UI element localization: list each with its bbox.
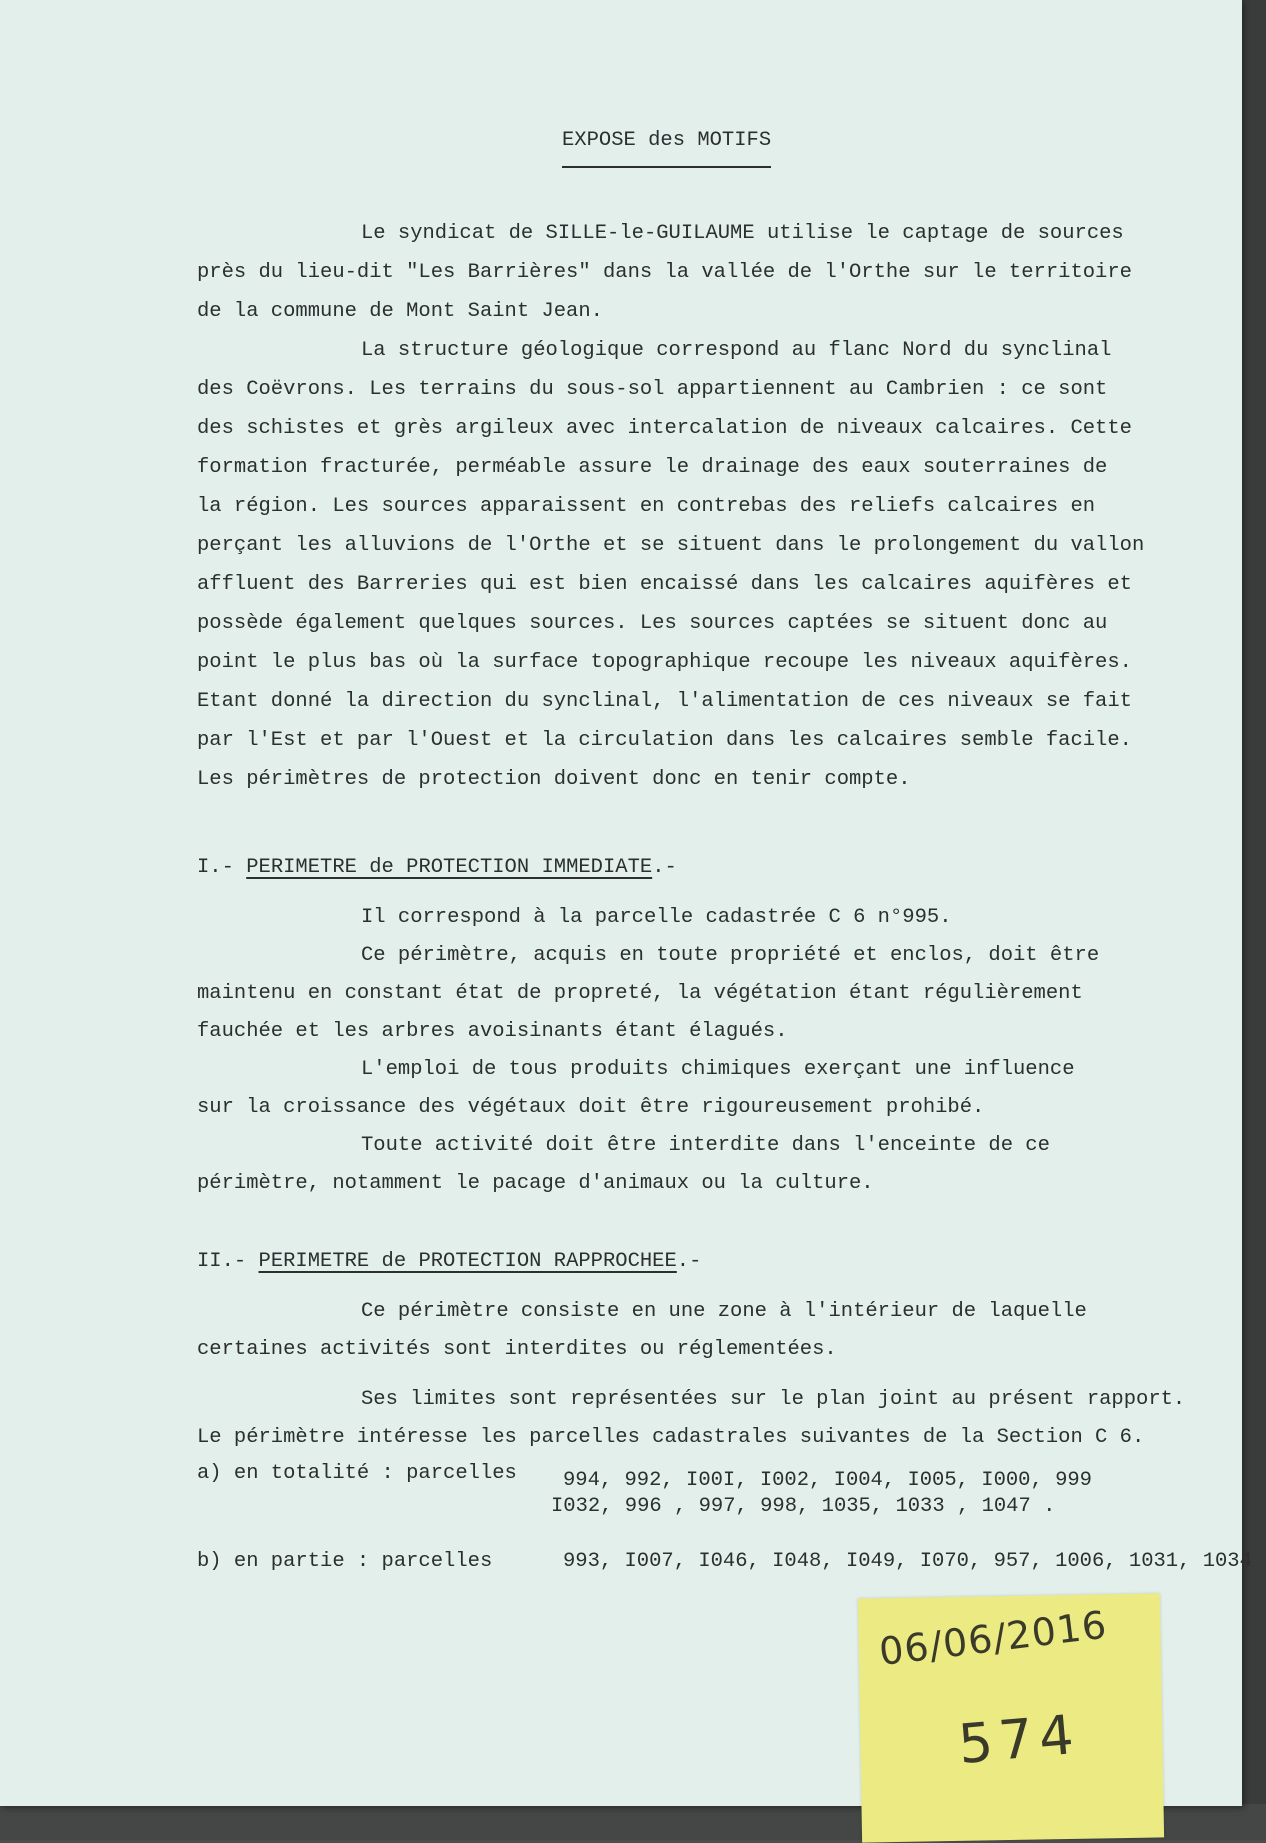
intro-line: près du lieu-dit "Les Barrières" dans la vallée de l'Orthe sur le territoire xyxy=(197,261,1132,284)
section1-line: Ce périmètre, acquis en toute propriété et enclos, doit être xyxy=(361,944,1100,967)
section2-line: Le périmètre intéresse les parcelles cadastrales suivantes de la Section C 6. xyxy=(197,1426,1145,1449)
list-a-label: a) en totalité : parcelles xyxy=(197,1462,517,1485)
intro-line: formation fracturée, perméable assure le drainage des eaux souterraines de xyxy=(197,456,1108,479)
section1-line: sur la croissance des végétaux doit être rigoureusement prohibé. xyxy=(197,1096,985,1119)
list-b-values: 993, I007, I046, I048, I049, I070, 957, 1006, 1031, 1034 xyxy=(563,1550,1252,1573)
sticky-note-number: 574 xyxy=(955,1702,1082,1777)
intro-line: perçant les alluvions de l'Orthe et se situent dans le prolongement du vallon xyxy=(197,534,1145,557)
sticky-note-date: 06/06/2016 xyxy=(876,1602,1110,1675)
section2-line: Ce périmètre consiste en une zone à l'intérieur de laquelle xyxy=(361,1300,1087,1323)
section1-line: Toute activité doit être interdite dans l'enceinte de ce xyxy=(361,1134,1050,1157)
list-a-values-line2: I032, 996 , 997, 998, 1035, 1033 , 1047 . xyxy=(551,1495,1056,1518)
intro-line: Les périmètres de protection doivent donc en tenir compte. xyxy=(197,768,911,791)
section1-line: fauchée et les arbres avoisinants étant élagués. xyxy=(197,1020,788,1043)
intro-line: de la commune de Mont Saint Jean. xyxy=(197,300,603,323)
section1-line: maintenu en constant état de propreté, la végétation étant régulièrement xyxy=(197,982,1083,1005)
section2-suffix: .- xyxy=(676,1250,702,1273)
intro-line: par l'Est et par l'Ouest et la circulation dans les calcaires semble facile. xyxy=(197,729,1132,752)
section1-title: PERIMETRE de PROTECTION IMMEDIATE xyxy=(246,856,653,879)
document-title: EXPOSE des MOTIFS xyxy=(562,126,771,168)
section2-heading xyxy=(197,1242,701,1281)
section2-line: certaines activités sont interdites ou réglementées. xyxy=(197,1338,837,1361)
section1-suffix: .- xyxy=(652,856,677,879)
sticky-note xyxy=(858,1593,1164,1842)
section1-line: L'emploi de tous produits chimiques exerçant une influence xyxy=(361,1058,1075,1081)
section1-line: Il correspond à la parcelle cadastrée C 6 n°995. xyxy=(361,906,952,929)
intro-line: La structure géologique correspond au flanc Nord du synclinal xyxy=(361,339,1112,362)
list-b-label: b) en partie : parcelles xyxy=(197,1550,493,1573)
intro-line: des schistes et grès argileux avec intercalation de niveaux calcaires. Cette xyxy=(197,417,1132,440)
intro-line: Etant donné la direction du synclinal, l'alimentation de ces niveaux se fait xyxy=(197,690,1132,713)
section2-line: Ses limites sont représentées sur le plan joint au présent rapport. xyxy=(361,1388,1186,1411)
intro-line: possède également quelques sources. Les sources captées se situent donc au xyxy=(197,612,1108,635)
intro-line: point le plus bas où la surface topographique recoupe les niveaux aquifères. xyxy=(197,651,1132,674)
intro-line: la région. Les sources apparaissent en contrebas des reliefs calcaires en xyxy=(197,495,1096,518)
intro-line: des Coëvrons. Les terrains du sous-sol appartiennent au Cambrien : ce sont xyxy=(197,378,1108,401)
section2-number: II.- xyxy=(197,1250,259,1273)
intro-line: affluent des Barreries qui est bien encaissé dans les calcaires aquifères et xyxy=(197,573,1132,596)
list-a-values-line1: 994, 992, I00I, I002, I004, I005, I000, 999 xyxy=(563,1469,1092,1492)
section1-heading xyxy=(197,848,677,887)
section2-title: PERIMETRE de PROTECTION RAPPROCHEE xyxy=(258,1250,677,1273)
section1-line: périmètre, notamment le pacage d'animaux ou la culture. xyxy=(197,1172,874,1195)
intro-line: Le syndicat de SILLE-le-GUILAUME utilise le captage de sources xyxy=(361,222,1124,245)
section1-number: I.- xyxy=(197,856,247,879)
